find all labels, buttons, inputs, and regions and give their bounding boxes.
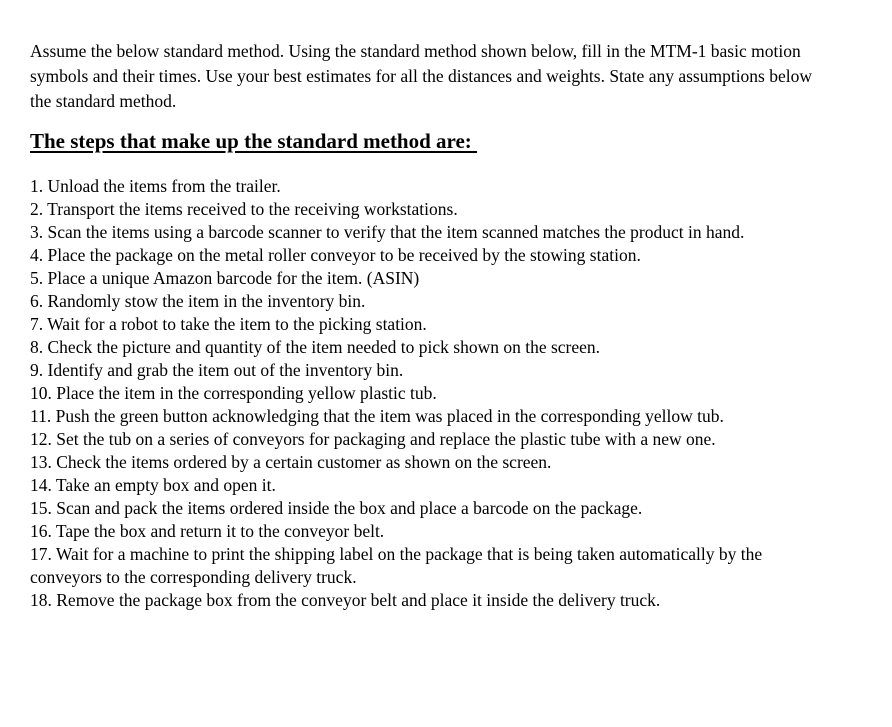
step-item: 18. Remove the package box from the conveyor belt and place it inside the delivery truck. (30, 590, 661, 610)
step-item: 4. Place the package on the metal roller conveyor to be received by the stowing station. (30, 245, 641, 265)
step-item: 17. Wait for a machine to print the shipping label on the package that is being taken automatically by the conveyors to the corresponding delivery truck. (30, 544, 763, 587)
document-page (30, 39, 820, 612)
step-item: 6. Randomly stow the item in the inventory bin. (30, 291, 366, 311)
step-item: 5. Place a unique Amazon barcode for the item. (ASIN) (30, 268, 420, 288)
step-item: 2. Transport the items received to the receiving workstations. (30, 199, 458, 219)
step-item: 7. Wait for a robot to take the item to the picking station. (30, 314, 427, 334)
step-item: 10. Place the item in the corresponding yellow plastic tub. (30, 383, 437, 403)
step-item: 11. Push the green button acknowledging that the item was placed in the corresponding yellow tub. (30, 406, 724, 426)
step-item: 13. Check the items ordered by a certain customer as shown on the screen. (30, 452, 552, 472)
step-item: 16. Tape the box and return it to the conveyor belt. (30, 521, 385, 541)
steps-heading: The steps that make up the standard method are: (30, 129, 478, 153)
step-item: 12. Set the tub on a series of conveyors for packaging and replace the plastic tube with a new one. (30, 429, 716, 449)
step-item: 1. Unload the items from the trailer. (30, 176, 281, 196)
intro-paragraph: Assume the below standard method. Using the standard method shown below, fill in the MTM-1 basic motion symbols and their times. Use your best estimates for all the distances and weights. State any assumptions below the standard method. (30, 41, 813, 111)
steps-list (30, 175, 820, 612)
step-item: 15. Scan and pack the items ordered inside the box and place a barcode on the package. (30, 498, 643, 518)
step-item: 14. Take an empty box and open it. (30, 475, 276, 495)
step-item: 3. Scan the items using a barcode scanner to verify that the item scanned matches the product in hand. (30, 222, 745, 242)
step-item: 9. Identify and grab the item out of the inventory bin. (30, 360, 404, 380)
step-item: 8. Check the picture and quantity of the item needed to pick shown on the screen. (30, 337, 601, 357)
